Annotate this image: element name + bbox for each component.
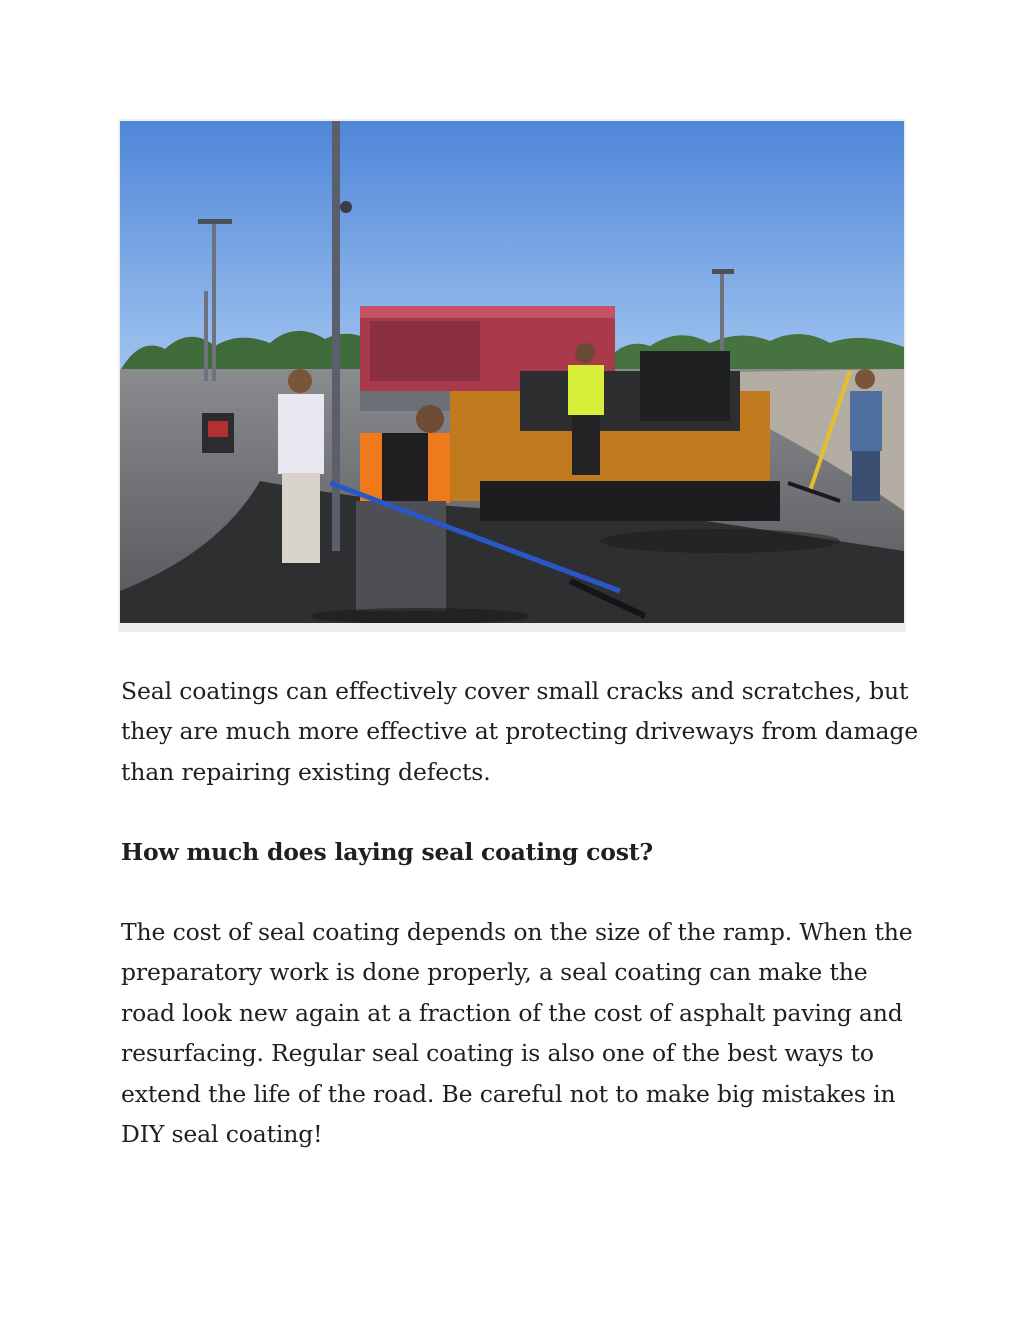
- section-heading: How much does laying seal coating cost?: [121, 838, 653, 866]
- article-figure: [118, 119, 906, 632]
- article-paragraph: The cost of seal coating depends on the size of the ramp. When the preparatory work is done properly, a seal coating can make the road look new again at a fraction of the cost of asphalt paving and resurfacing. Regular seal coating is also one of the best ways to extend the life of the road. Be careful not to make big mistakes in DIY seal coating!: [121, 918, 913, 1149]
- paving-crew-photo: [120, 121, 904, 623]
- article-paragraph: Seal coatings can effectively cover small cracks and scratches, but they are much more effective at protecting driveways from damage than repairing existing defects.: [121, 677, 918, 786]
